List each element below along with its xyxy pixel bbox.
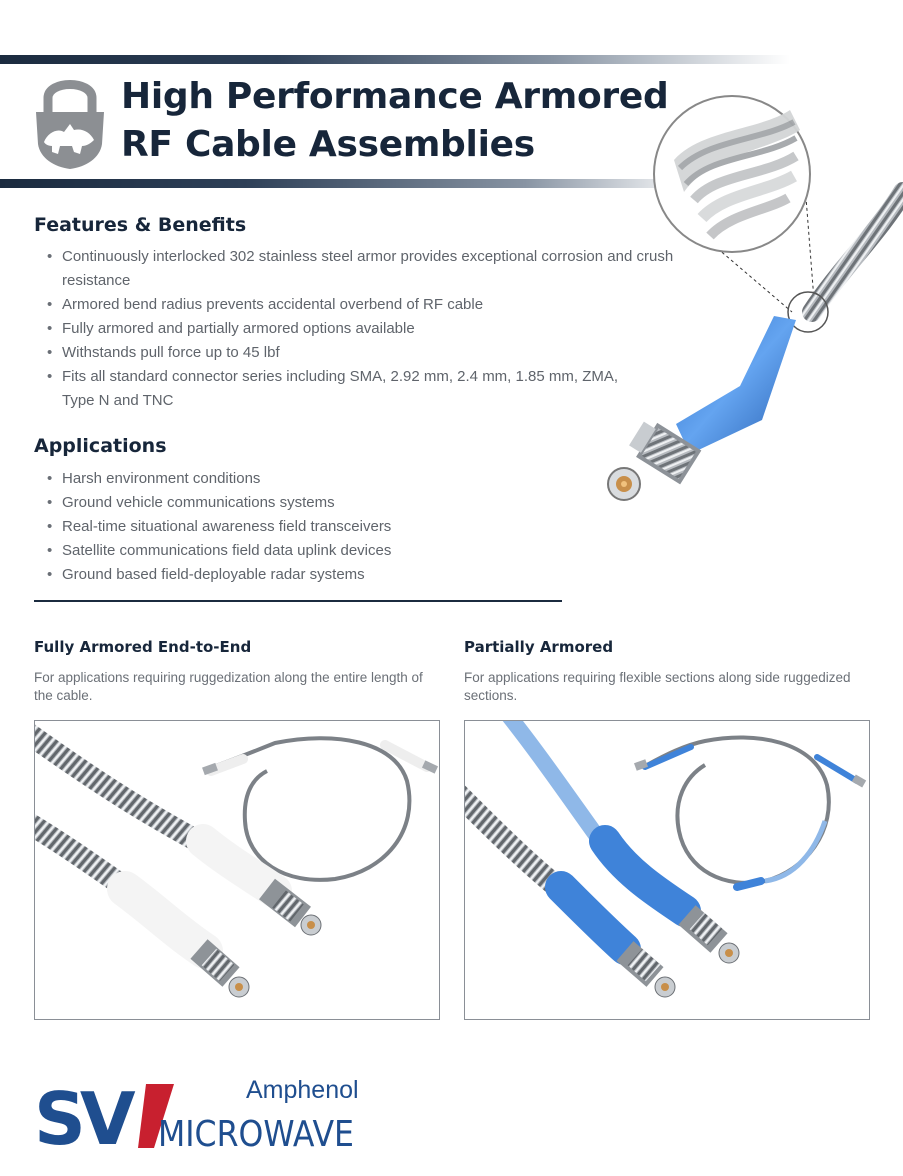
partially-armored-photo (464, 720, 870, 1020)
applications-list (34, 467, 574, 587)
fully-armored-cable-image (35, 721, 439, 1019)
rhino-lock-icon (30, 72, 110, 170)
partially-armored-cable-image (465, 721, 869, 1019)
list-item: • Fully armored and partially armored options available (34, 317, 684, 341)
list-item: • Withstands pull force up to 45 lbf (34, 341, 684, 365)
applications-heading: Applications (34, 435, 167, 457)
brand-division-text: MICROWAVE (158, 1114, 354, 1154)
page-title (121, 73, 668, 169)
features-list (34, 245, 684, 413)
brand-sv-text: SV (34, 1077, 130, 1154)
list-item: • Real-time situational awareness field transceivers (34, 515, 574, 539)
brand-company-text: Amphenol (246, 1076, 359, 1104)
list-item: • Continuously interlocked 302 stainless steel armor provides exceptional corrosion and crush resistance (34, 245, 684, 293)
list-item: • Fits all standard connector series including SMA, 2.92 mm, 2.4 mm, 1.85 mm, ZMA, Type N and TNC (34, 365, 684, 413)
brand-logo-graphic (34, 1072, 364, 1154)
fully-armored-description: For applications requiring ruggedization along the entire length of the cable. (34, 670, 423, 703)
features-heading: Features & Benefits (34, 214, 247, 236)
partially-armored-heading: Partially Armored (464, 638, 614, 656)
fully-armored-heading: Fully Armored End-to-End (34, 638, 252, 656)
title-line-1: High Performance Armored (121, 76, 669, 117)
partially-armored-description: For applications requiring flexible sections along side ruggedized sections. (464, 670, 851, 703)
title-line-2: RF Cable Assemblies (121, 124, 535, 165)
list-item: • Armored bend radius prevents accidental overbend of RF cable (34, 293, 684, 317)
amphenol-sv-microwave-logo (34, 1072, 364, 1154)
list-item: • Harsh environment conditions (34, 467, 574, 491)
section-divider (34, 600, 562, 602)
header-top-bar (0, 55, 790, 64)
list-item: • Ground vehicle communications systems (34, 491, 574, 515)
list-item: • Satellite communications field data uplink devices (34, 539, 574, 563)
list-item: • Ground based field-deployable radar systems (34, 563, 574, 587)
fully-armored-photo (34, 720, 440, 1020)
